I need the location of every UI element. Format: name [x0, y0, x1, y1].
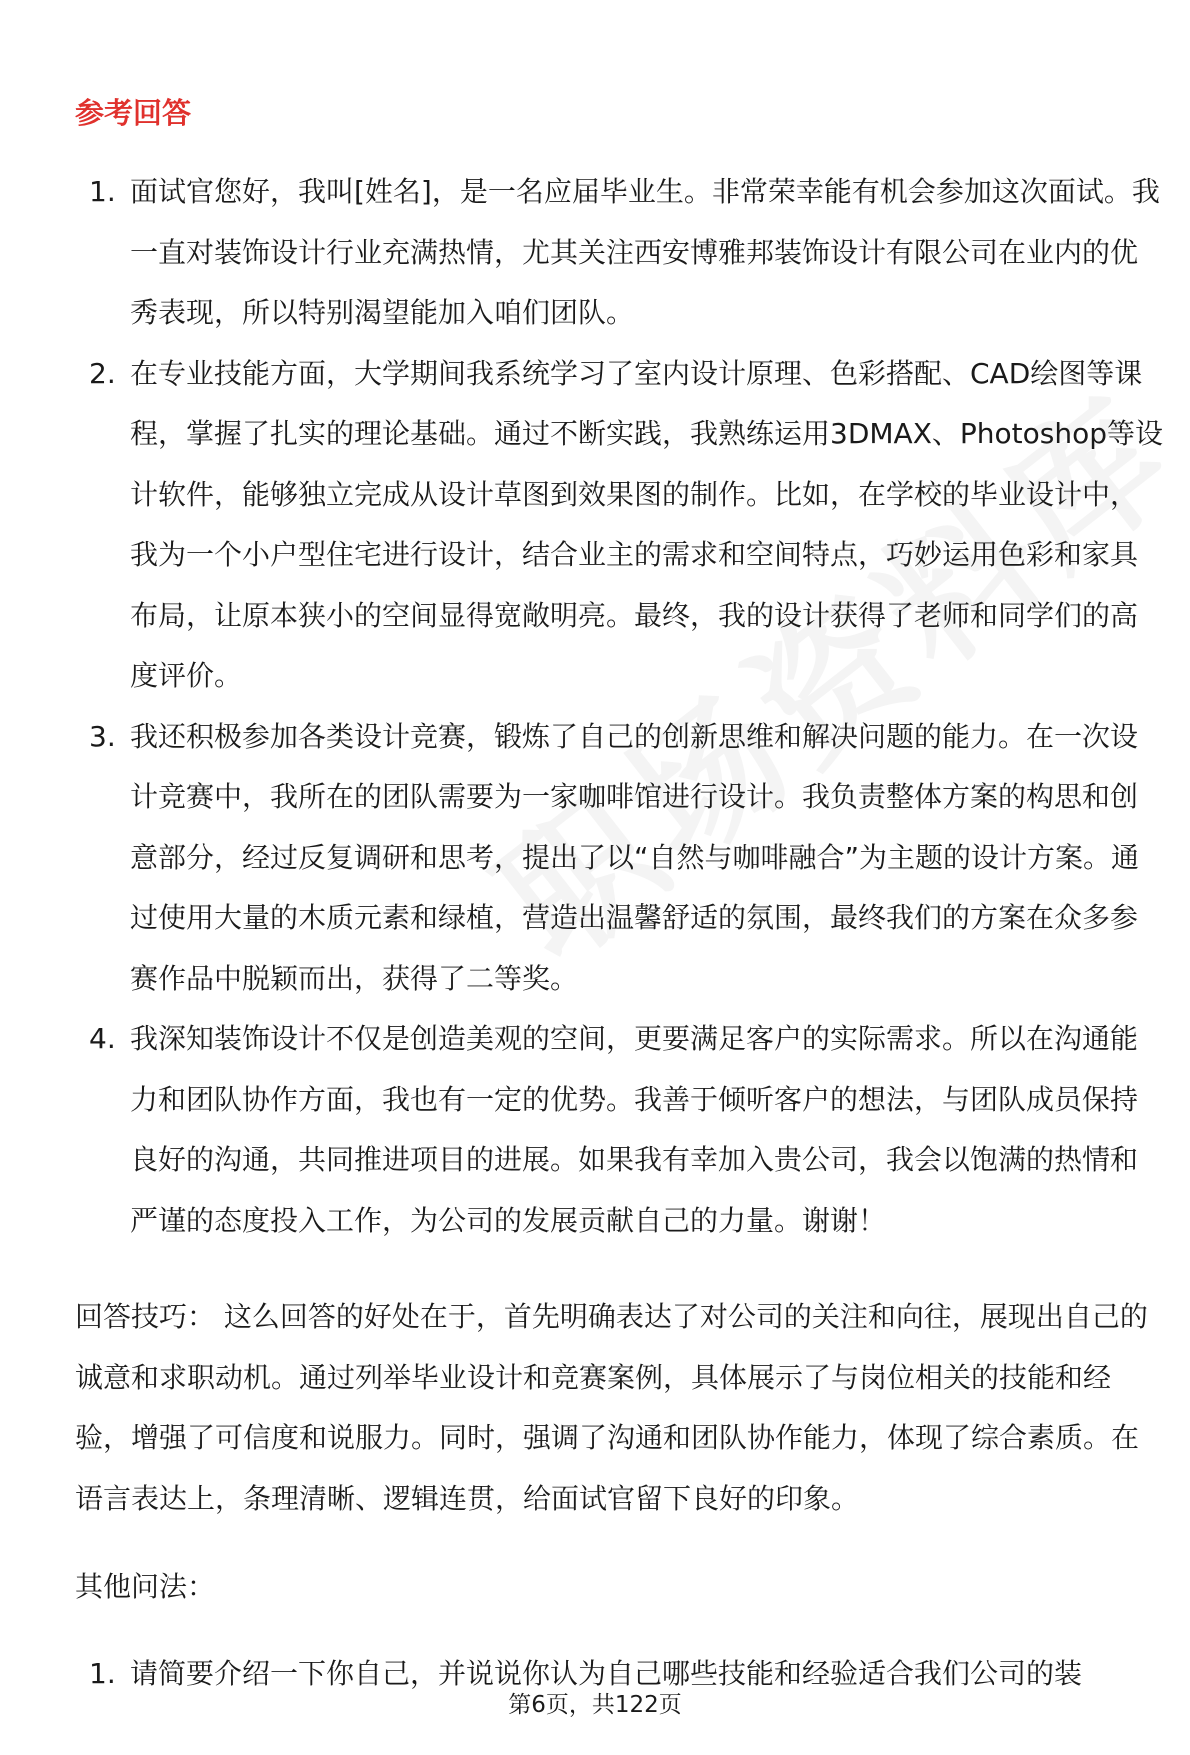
list-item — [75, 162, 1165, 344]
list-item-text: 我深知装饰设计不仅是创造美观的空间，更要满足客户的实际需求。所以在沟通能力和团队协作方面，我也有一定的优势。我善于倾听客户的想法，与团队成员保持良好的沟通，共同推进项目的进展。如果我有幸加入贵公司，我会以饱满的热情和严谨的态度投入工作，为公司的发展贡献自己的力量。谢谢！ — [130, 1022, 1139, 1237]
list-item — [75, 1644, 1165, 1694]
list-item — [75, 344, 1165, 707]
list-number: 3. — [89, 719, 116, 753]
list-number: 2. — [89, 356, 116, 390]
list-item-text: 在专业技能方面，大学期间我系统学习了室内设计原理、色彩搭配、CAD绘图等课程，掌握了扎实的理论基础。通过不断实践，我熟练运用3DMAX、Photoshop等设计软件，能够独立完成从设计草图到效果图的制作。比如，在学校的毕业设计中，我为一个小户型住宅进行设计，结合业主的需求和空间特点，巧妙运用色彩和家具布局，让原本狭小的空间显得宽敞明亮。最终，我的设计获得了老师和同学们的高度评价。 — [130, 356, 1163, 692]
list-item-text: 我还积极参加各类设计竞赛，锻炼了自己的创新思维和解决问题的能力。在一次设计竞赛中，我所在的团队需要为一家咖啡馆进行设计。我负责整体方案的构思和创意部分，经过反复调研和思考，提出了以“自然与咖啡融合”为主题的设计方案。通过使用大量的木质元素和绿植，营造出温馨舒适的氛围，最终我们的方案在众多参赛作品中脱颖而出，获得了二等奖。 — [130, 719, 1140, 995]
list-item-text: 请简要介绍一下你自己，并说说你认为自己哪些技能和经验适合我们公司的装 — [130, 1657, 1083, 1690]
list-number: 1. — [89, 1657, 116, 1690]
page-number: 第6页，共122页 — [508, 1692, 682, 1718]
list-number: 4. — [89, 1022, 116, 1055]
answer-list — [75, 162, 1165, 1251]
answer-tips: 回答技巧： 这么回答的好处在于，首先明确表达了对公司的关注和向往，展现出自己的诚意和求职动机。通过列举毕业设计和竞赛案例，具体展示了与岗位相关的技能和经验，增强了可信度和说服力。同时，强调了沟通和团队协作能力，体现了综合素质。在语言表达上，条理清晰、逻辑连贯，给面试官留下良好的印象。 — [75, 1300, 1148, 1515]
list-item — [75, 707, 1165, 1010]
other-questions-list — [75, 1644, 1165, 1694]
section-title: 参考回答 — [75, 96, 192, 130]
list-number: 1. — [89, 175, 116, 208]
other-questions-label: 其他问法： — [75, 1570, 216, 1603]
list-item-text: 面试官您好，我叫[姓名]，是一名应届毕业生。非常荣幸能有机会参加这次面试。我一直对装饰设计行业充满热情，尤其关注西安博雅邦装饰设计有限公司在业内的优秀表现，所以特别渴望能加入咱们团队。 — [130, 175, 1160, 329]
list-item — [75, 1009, 1165, 1251]
